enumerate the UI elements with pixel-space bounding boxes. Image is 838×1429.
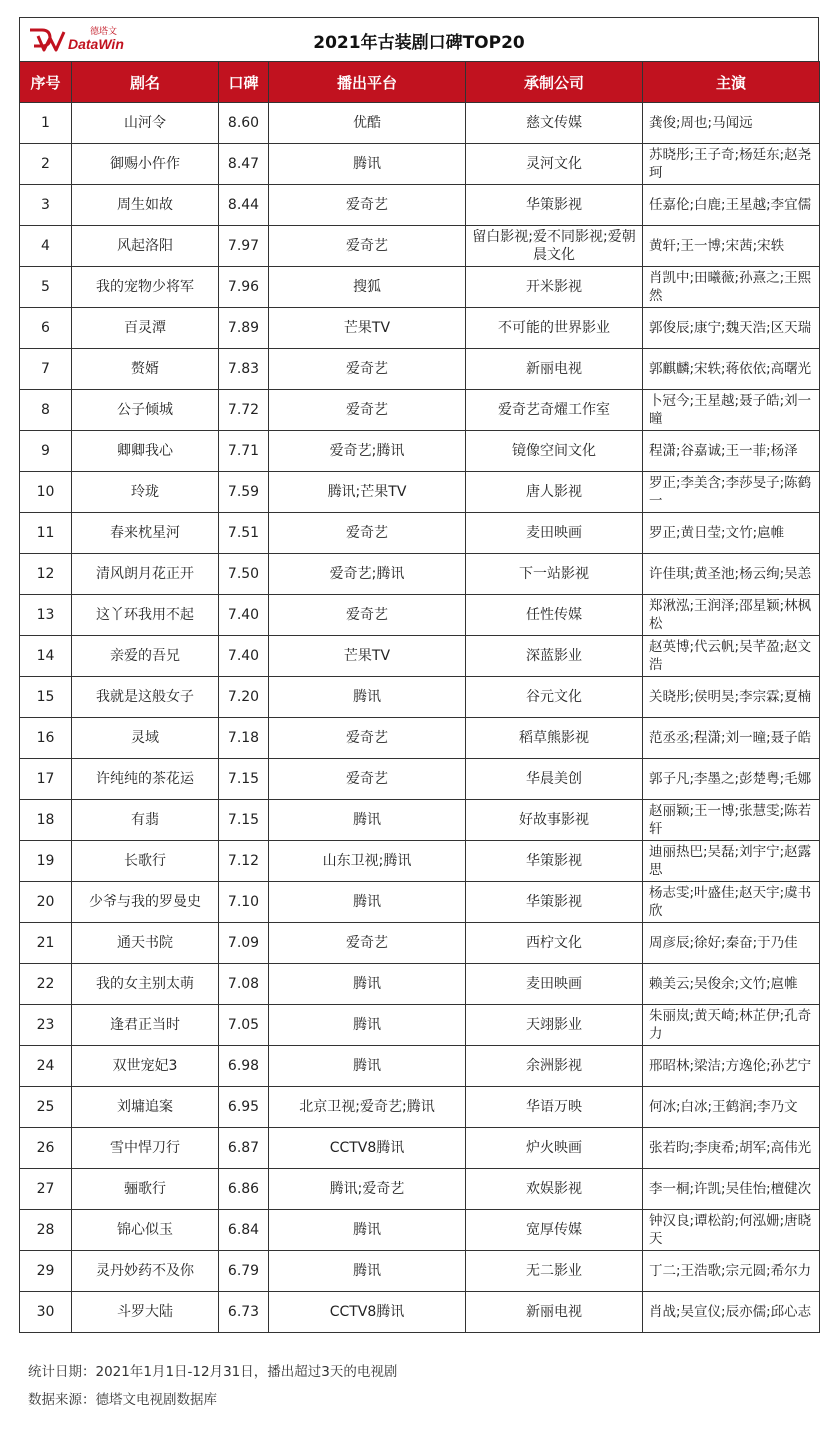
cell-rank: 3	[20, 185, 72, 226]
cell-rank: 17	[20, 759, 72, 800]
cell-score: 8.47	[219, 144, 269, 185]
brand-name-cn: 德塔文	[90, 27, 118, 37]
table-row	[20, 677, 820, 718]
cell-rank: 12	[20, 554, 72, 595]
column-header-platform: 播出平台	[269, 62, 466, 103]
cell-platform: 搜狐	[269, 267, 466, 308]
cell-score: 7.20	[219, 677, 269, 718]
cell-platform: 爱奇艺	[269, 595, 466, 636]
cell-company: 好故事影视	[466, 800, 643, 841]
table-row	[20, 595, 820, 636]
cell-title: 这丫环我用不起	[72, 595, 219, 636]
cell-score: 6.95	[219, 1087, 269, 1128]
cell-score: 8.44	[219, 185, 269, 226]
cell-platform: 腾讯	[269, 144, 466, 185]
cell-company: 新丽电视	[466, 1292, 643, 1333]
cell-score: 8.60	[219, 103, 269, 144]
column-header-cast: 主演	[643, 62, 820, 103]
cell-cast: 罗正;李美含;李莎旻子;陈鹤一	[643, 472, 820, 513]
cell-platform: 爱奇艺	[269, 185, 466, 226]
cell-title: 我就是这般女子	[72, 677, 219, 718]
table-row	[20, 923, 820, 964]
ranking-sheet	[19, 17, 819, 1333]
table-row	[20, 1251, 820, 1292]
cell-score: 7.89	[219, 308, 269, 349]
cell-rank: 13	[20, 595, 72, 636]
data-source-note: 数据来源：德塔文电视剧数据库	[28, 1392, 217, 1408]
cell-company: 麦田映画	[466, 964, 643, 1005]
table-row	[20, 226, 820, 267]
cell-cast: 郭俊辰;康宁;魏天浩;区天瑞	[643, 308, 820, 349]
table-row	[20, 308, 820, 349]
cell-cast: 苏晓彤;王子奇;杨廷东;赵尧珂	[643, 144, 820, 185]
table-row	[20, 759, 820, 800]
table-row	[20, 431, 820, 472]
cell-rank: 18	[20, 800, 72, 841]
cell-company: 爱奇艺奇燿工作室	[466, 390, 643, 431]
cell-platform: 北京卫视;爱奇艺;腾讯	[269, 1087, 466, 1128]
cell-company: 西柠文化	[466, 923, 643, 964]
cell-rank: 22	[20, 964, 72, 1005]
cell-cast: 任嘉伦;白鹿;王星越;李宜儒	[643, 185, 820, 226]
table-row	[20, 472, 820, 513]
cell-score: 7.96	[219, 267, 269, 308]
cell-company: 慈文传媒	[466, 103, 643, 144]
cell-platform: 爱奇艺;腾讯	[269, 431, 466, 472]
cell-title: 通天书院	[72, 923, 219, 964]
cell-cast: 龚俊;周也;马闻远	[643, 103, 820, 144]
cell-platform: 山东卫视;腾讯	[269, 841, 466, 882]
cell-score: 7.15	[219, 800, 269, 841]
cell-score: 7.51	[219, 513, 269, 554]
cell-platform: 腾讯	[269, 882, 466, 923]
cell-cast: 关晓彤;侯明昊;李宗霖;夏楠	[643, 677, 820, 718]
column-header-company: 承制公司	[466, 62, 643, 103]
cell-platform: 腾讯	[269, 1046, 466, 1087]
cell-company: 不可能的世界影业	[466, 308, 643, 349]
cell-cast: 黄轩;王一博;宋茜;宋轶	[643, 226, 820, 267]
cell-platform: CCTV8腾讯	[269, 1292, 466, 1333]
cell-cast: 程潇;谷嘉诚;王一菲;杨泽	[643, 431, 820, 472]
table-row	[20, 144, 820, 185]
cell-cast: 许佳琪;黄圣池;杨云绚;吴恙	[643, 554, 820, 595]
cell-rank: 20	[20, 882, 72, 923]
cell-title: 双世宠妃3	[72, 1046, 219, 1087]
cell-title: 逢君正当时	[72, 1005, 219, 1046]
table-row	[20, 882, 820, 923]
cell-platform: 爱奇艺	[269, 390, 466, 431]
table-row	[20, 103, 820, 144]
table-row	[20, 964, 820, 1005]
cell-company: 欢娱影视	[466, 1169, 643, 1210]
cell-rank: 4	[20, 226, 72, 267]
cell-score: 7.72	[219, 390, 269, 431]
cell-rank: 9	[20, 431, 72, 472]
cell-platform: CCTV8腾讯	[269, 1128, 466, 1169]
cell-company: 华策影视	[466, 841, 643, 882]
cell-rank: 21	[20, 923, 72, 964]
cell-score: 7.97	[219, 226, 269, 267]
cell-company: 唐人影视	[466, 472, 643, 513]
cell-title: 有翡	[72, 800, 219, 841]
cell-rank: 19	[20, 841, 72, 882]
table-row	[20, 513, 820, 554]
cell-score: 6.84	[219, 1210, 269, 1251]
cell-cast: 何冰;白冰;王鹤润;李乃文	[643, 1087, 820, 1128]
cell-company: 炉火映画	[466, 1128, 643, 1169]
cell-platform: 腾讯;芒果TV	[269, 472, 466, 513]
table-row	[20, 349, 820, 390]
cell-company: 留白影视;爱不同影视;爱朝晨文化	[466, 226, 643, 267]
table-row	[20, 636, 820, 677]
cell-cast: 杨志雯;叶盛佳;赵天宇;虞书欣	[643, 882, 820, 923]
cell-rank: 1	[20, 103, 72, 144]
cell-platform: 爱奇艺	[269, 718, 466, 759]
brand-name-en: DataWin	[68, 36, 124, 52]
cell-platform: 腾讯	[269, 1210, 466, 1251]
table-row	[20, 1046, 820, 1087]
cell-rank: 25	[20, 1087, 72, 1128]
table-header-row	[20, 62, 820, 103]
table-row	[20, 841, 820, 882]
cell-rank: 23	[20, 1005, 72, 1046]
cell-title: 清风朗月花正开	[72, 554, 219, 595]
cell-company: 余洲影视	[466, 1046, 643, 1087]
cell-rank: 11	[20, 513, 72, 554]
cell-title: 赘婿	[72, 349, 219, 390]
cell-platform: 爱奇艺	[269, 349, 466, 390]
cell-title: 斗罗大陆	[72, 1292, 219, 1333]
cell-rank: 2	[20, 144, 72, 185]
cell-score: 7.40	[219, 636, 269, 677]
cell-score: 7.40	[219, 595, 269, 636]
cell-platform: 爱奇艺	[269, 513, 466, 554]
cell-cast: 张若昀;李庚希;胡军;高伟光	[643, 1128, 820, 1169]
stat-date-note: 统计日期：2021年1月1日-12月31日，播出超过3天的电视剧	[28, 1364, 398, 1380]
table-row	[20, 1087, 820, 1128]
table-row	[20, 1128, 820, 1169]
cell-rank: 14	[20, 636, 72, 677]
cell-rank: 8	[20, 390, 72, 431]
cell-title: 风起洛阳	[72, 226, 219, 267]
cell-rank: 26	[20, 1128, 72, 1169]
cell-title: 长歌行	[72, 841, 219, 882]
cell-title: 锦心似玉	[72, 1210, 219, 1251]
cell-rank: 15	[20, 677, 72, 718]
cell-platform: 芒果TV	[269, 636, 466, 677]
cell-title: 刘墉追案	[72, 1087, 219, 1128]
cell-platform: 腾讯	[269, 1005, 466, 1046]
table-row	[20, 1169, 820, 1210]
cell-score: 7.15	[219, 759, 269, 800]
cell-cast: 邢昭林;梁洁;方逸伦;孙艺宁	[643, 1046, 820, 1087]
cell-cast: 卜冠今;王星越;聂子皓;刘一曈	[643, 390, 820, 431]
cell-platform: 腾讯	[269, 1251, 466, 1292]
cell-rank: 7	[20, 349, 72, 390]
column-header-rank: 序号	[20, 62, 72, 103]
cell-rank: 6	[20, 308, 72, 349]
cell-score: 7.10	[219, 882, 269, 923]
cell-title: 卿卿我心	[72, 431, 219, 472]
cell-cast: 迪丽热巴;吴磊;刘宇宁;赵露思	[643, 841, 820, 882]
cell-cast: 丁二;王浩歌;宗元圆;希尔力	[643, 1251, 820, 1292]
cell-company: 新丽电视	[466, 349, 643, 390]
table-row	[20, 1210, 820, 1251]
cell-company: 镜像空间文化	[466, 431, 643, 472]
cell-title: 骊歌行	[72, 1169, 219, 1210]
cell-company: 开米影视	[466, 267, 643, 308]
cell-rank: 28	[20, 1210, 72, 1251]
cell-score: 6.87	[219, 1128, 269, 1169]
title-row	[19, 17, 819, 61]
cell-score: 7.50	[219, 554, 269, 595]
cell-cast: 赵丽颖;王一博;张慧雯;陈若轩	[643, 800, 820, 841]
table-body	[20, 103, 820, 1333]
cell-score: 7.59	[219, 472, 269, 513]
cell-score: 7.05	[219, 1005, 269, 1046]
ranking-table	[19, 61, 820, 1333]
table-row	[20, 390, 820, 431]
cell-cast: 肖战;吴宣仪;辰亦儒;邱心志	[643, 1292, 820, 1333]
cell-company: 下一站影视	[466, 554, 643, 595]
cell-company: 华策影视	[466, 882, 643, 923]
cell-rank: 30	[20, 1292, 72, 1333]
cell-cast: 郭麒麟;宋轶;蒋依依;高曙光	[643, 349, 820, 390]
cell-company: 无二影业	[466, 1251, 643, 1292]
cell-score: 6.86	[219, 1169, 269, 1210]
cell-company: 宽厚传媒	[466, 1210, 643, 1251]
cell-cast: 周彦辰;徐好;秦奋;于乃佳	[643, 923, 820, 964]
cell-platform: 爱奇艺;腾讯	[269, 554, 466, 595]
table-row	[20, 1292, 820, 1333]
cell-cast: 朱丽岚;黄天崎;林芷伊;孔奇力	[643, 1005, 820, 1046]
cell-score: 7.18	[219, 718, 269, 759]
cell-title: 公子倾城	[72, 390, 219, 431]
cell-company: 天翊影业	[466, 1005, 643, 1046]
table-row	[20, 1005, 820, 1046]
cell-title: 玲珑	[72, 472, 219, 513]
cell-score: 7.71	[219, 431, 269, 472]
cell-company: 麦田映画	[466, 513, 643, 554]
table-row	[20, 554, 820, 595]
cell-platform: 腾讯	[269, 677, 466, 718]
cell-cast: 赖美云;吴俊余;文竹;扈帷	[643, 964, 820, 1005]
cell-cast: 肖凯中;田曦薇;孙熹之;王熙然	[643, 267, 820, 308]
cell-title: 雪中悍刀行	[72, 1128, 219, 1169]
cell-company: 任性传媒	[466, 595, 643, 636]
cell-title: 山河令	[72, 103, 219, 144]
cell-cast: 郑湫泓;王润泽;邵星颖;林枫松	[643, 595, 820, 636]
cell-score: 6.73	[219, 1292, 269, 1333]
table-row	[20, 718, 820, 759]
cell-company: 华语万映	[466, 1087, 643, 1128]
cell-title: 百灵潭	[72, 308, 219, 349]
table-row	[20, 800, 820, 841]
cell-cast: 赵英博;代云帆;吴芊盈;赵文浩	[643, 636, 820, 677]
cell-title: 周生如故	[72, 185, 219, 226]
cell-company: 华策影视	[466, 185, 643, 226]
cell-score: 7.09	[219, 923, 269, 964]
cell-platform: 芒果TV	[269, 308, 466, 349]
cell-title: 春来枕星河	[72, 513, 219, 554]
cell-rank: 24	[20, 1046, 72, 1087]
cell-rank: 16	[20, 718, 72, 759]
cell-rank: 10	[20, 472, 72, 513]
cell-rank: 29	[20, 1251, 72, 1292]
cell-score: 7.83	[219, 349, 269, 390]
cell-rank: 5	[20, 267, 72, 308]
cell-score: 7.12	[219, 841, 269, 882]
cell-platform: 爱奇艺	[269, 923, 466, 964]
cell-company: 稻草熊影视	[466, 718, 643, 759]
cell-cast: 郭子凡;李墨之;彭楚粤;毛娜	[643, 759, 820, 800]
cell-cast: 钟汉良;谭松韵;何泓姗;唐晓天	[643, 1210, 820, 1251]
cell-platform: 腾讯	[269, 964, 466, 1005]
cell-title: 我的宠物少将军	[72, 267, 219, 308]
cell-company: 谷元文化	[466, 677, 643, 718]
cell-title: 亲爱的吾兄	[72, 636, 219, 677]
cell-platform: 爱奇艺	[269, 226, 466, 267]
cell-score: 7.08	[219, 964, 269, 1005]
page-title: 2021年古装剧口碑TOP20	[313, 33, 525, 53]
table-row	[20, 185, 820, 226]
cell-title: 灵域	[72, 718, 219, 759]
cell-title: 少爷与我的罗曼史	[72, 882, 219, 923]
cell-platform: 优酷	[269, 103, 466, 144]
cell-cast: 李一桐;许凯;吴佳怡;檀健次	[643, 1169, 820, 1210]
cell-platform: 爱奇艺	[269, 759, 466, 800]
footer-notes	[28, 1358, 397, 1414]
cell-score: 6.98	[219, 1046, 269, 1087]
cell-cast: 罗正;黄日莹;文竹;扈帷	[643, 513, 820, 554]
cell-company: 华晨美创	[466, 759, 643, 800]
cell-rank: 27	[20, 1169, 72, 1210]
cell-cast: 范丞丞;程潇;刘一曈;聂子皓	[643, 718, 820, 759]
cell-title: 御赐小仵作	[72, 144, 219, 185]
cell-title: 灵丹妙药不及你	[72, 1251, 219, 1292]
cell-company: 灵河文化	[466, 144, 643, 185]
cell-score: 6.79	[219, 1251, 269, 1292]
cell-title: 许纯纯的茶花运	[72, 759, 219, 800]
table-row	[20, 267, 820, 308]
cell-company: 深蓝影业	[466, 636, 643, 677]
cell-platform: 腾讯;爱奇艺	[269, 1169, 466, 1210]
cell-title: 我的女主别太萌	[72, 964, 219, 1005]
cell-platform: 腾讯	[269, 800, 466, 841]
column-header-title: 剧名	[72, 62, 219, 103]
column-header-score: 口碑	[219, 62, 269, 103]
